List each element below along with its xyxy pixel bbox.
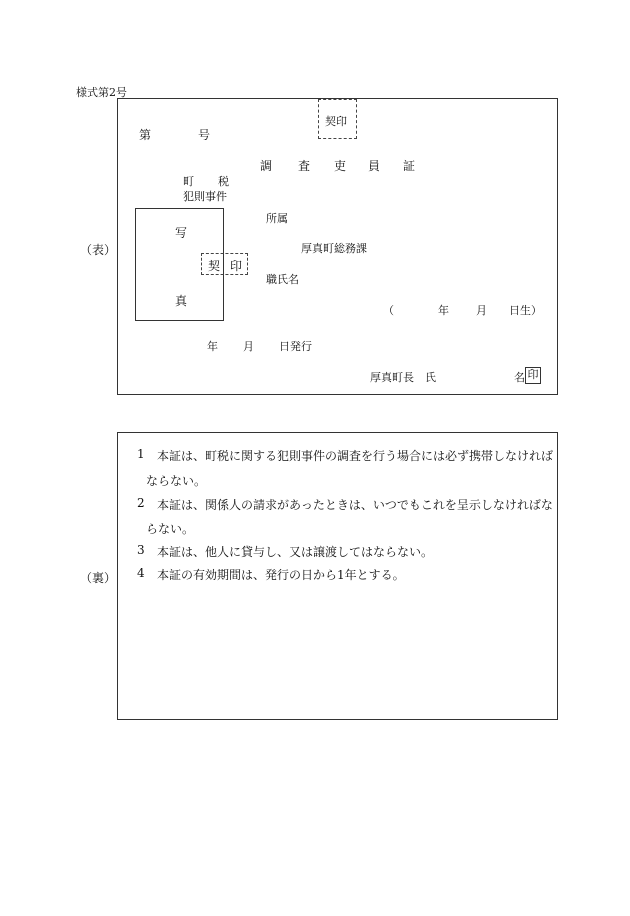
back-item-3-line1: 本証は、他人に貸与し、又は譲渡してはならない。 — [157, 545, 434, 559]
birth-year-label: 年 — [438, 304, 449, 317]
back-side-label: （裏） — [80, 571, 117, 585]
photo-seal-box — [201, 253, 248, 275]
title-char-5: 証 — [403, 159, 416, 173]
issuer-name-suffix: 名 — [514, 371, 525, 384]
title-char-3: 吏 — [334, 159, 347, 173]
issue-year-label: 年 — [207, 340, 218, 353]
issue-month-label: 月 — [243, 340, 254, 353]
subtitle-char-b: 税 — [218, 175, 229, 188]
title-char-1: 調 — [260, 159, 273, 173]
number-label-left: 第 — [139, 128, 152, 142]
birth-day-label: 日生） — [509, 304, 542, 317]
affiliation-label: 所属 — [266, 212, 288, 225]
birth-open-paren: （ — [383, 304, 394, 317]
form-number: 様式第2号 — [76, 86, 127, 99]
number-label-right: 号 — [198, 128, 211, 142]
back-item-2-line1: 本証は、関係人の請求があったときは、いつでもこれを呈示しなければな — [157, 498, 553, 512]
title-char-2: 査 — [298, 159, 311, 173]
back-item-1-line1: 本証は、町税に関する犯則事件の調査を行う場合には必ず携帯しなければ — [157, 449, 554, 463]
back-item-4-line1: 本証の有効期間は、発行の日から1年とする。 — [157, 568, 405, 582]
issuer-seal-stamp: 印 — [525, 367, 541, 384]
top-seal-text: 契印 — [325, 115, 347, 128]
photo-seal-char-a: 契 — [208, 259, 221, 273]
top-seal-box — [318, 99, 357, 139]
back-item-2-line2: らない。 — [146, 522, 195, 536]
title-name-label: 職氏名 — [266, 273, 299, 286]
photo-seal-char-b: 印 — [230, 259, 243, 273]
issue-day-label: 日発行 — [279, 340, 312, 353]
back-item-3-num: 3 — [137, 543, 145, 557]
back-item-4-num: 4 — [137, 566, 145, 580]
issuer-label: 厚真町長 氏 — [370, 371, 436, 384]
back-item-1-num: 1 — [137, 447, 145, 461]
back-item-1-line2: ならない。 — [146, 474, 207, 488]
subtitle-char-a: 町 — [183, 175, 194, 188]
photo-char-top: 写 — [175, 226, 188, 240]
subtitle-line-2: 犯則事件 — [183, 190, 227, 203]
affiliation-value: 厚真町総務課 — [301, 242, 367, 255]
photo-char-bottom: 真 — [175, 294, 188, 308]
birth-month-label: 月 — [476, 304, 487, 317]
title-char-4: 員 — [368, 159, 381, 173]
front-side-label: （表） — [80, 243, 117, 257]
back-item-2-num: 2 — [137, 496, 145, 510]
